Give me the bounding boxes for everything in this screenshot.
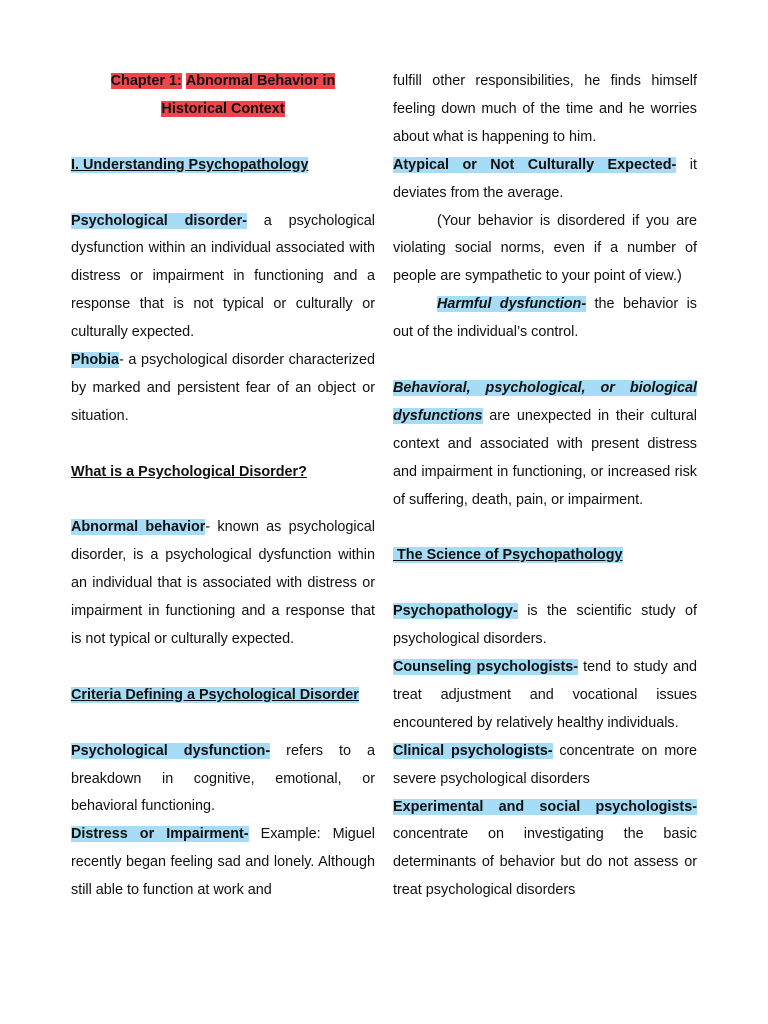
- heading-what-is-disorder: What is a Psychological Disorder?: [71, 463, 307, 480]
- definition-atypical: Atypical or Not Culturally Expected- it deviates from the average.: [393, 156, 697, 201]
- right-column: [393, 68, 697, 905]
- definition-phobia: Phobia- a psychological disorder characterized by marked and persistent fear of an object or situation.: [71, 352, 375, 424]
- heading-science: The Science of Psychopathology: [393, 547, 623, 564]
- definition-experimental: Experimental and social psychologists- concentrate on investigating the basic determinants of behavior but do not assess or treat psychological disorders: [393, 798, 697, 899]
- definition-bpb-dysfunctions: Behavioral, psychological, or biological dysfunctions are unexpected in their cultural context and associated with present distress and impairment in functioning, or increased risk of suffering, death, pain, or impairment.: [393, 379, 697, 508]
- definition-psychological-dysfunction: Psychological dysfunction- refers to a breakdown in cognitive, emotional, or behavioral functioning.: [71, 742, 375, 815]
- definition-distress-impairment: Distress or Impairment- Example: Miguel recently began feeling sad and lonely. Although still able to function at work and: [71, 826, 375, 899]
- chapter-title-line2: [71, 96, 375, 124]
- chapter-title-part1: Abnormal Behavior in: [185, 73, 336, 89]
- distress-continuation: fulfill other responsibilities, he finds himself feeling down much of the time and he worries about what is happening to him.: [393, 73, 697, 145]
- definition-psychological-disorder: Psychological disorder- a psychological dysfunction within an individual associated with distress or impairment in functioning and a response that is not typical or culturally or culturally expected.: [71, 212, 375, 341]
- chapter-label: Chapter 1:: [110, 73, 182, 89]
- definition-psychopathology: Psychopathology- is the scientific study of psychological disorders.: [393, 603, 697, 648]
- chapter-title-line1: [71, 68, 375, 96]
- left-column: [71, 68, 375, 905]
- atypical-note: (Your behavior is disordered if you are violating social norms, even if a number of people are sympathetic to your point of view.): [393, 212, 697, 285]
- definition-harmful-dysfunction: Harmful dysfunction- the behavior is out of the individual’s control.: [393, 296, 697, 341]
- chapter-title-part2: Historical Context: [161, 100, 285, 117]
- section-heading-understanding: I. Understanding Psychopathology: [71, 156, 309, 173]
- definition-counseling: Counseling psychologists- tend to study and treat adjustment and vocational issues encountered by relatively healthy individuals.: [393, 658, 697, 731]
- definition-clinical: Clinical psychologists- concentrate on more severe psychological disorders: [393, 742, 697, 787]
- heading-criteria: Criteria Defining a Psychological Disorder: [71, 686, 359, 703]
- definition-abnormal-behavior: Abnormal behavior- known as psychological disorder, is a psychological dysfunction within an individual that is associated with distress or impairment in functioning and a response that is not typical or culturally expected.: [71, 519, 375, 648]
